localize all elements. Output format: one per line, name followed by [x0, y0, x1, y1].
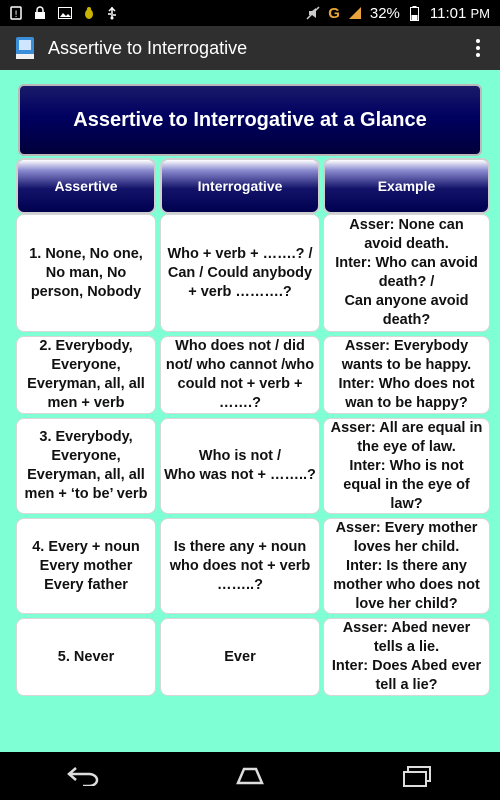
header-example: Example — [323, 158, 490, 214]
clock — [430, 5, 490, 22]
row-3-example: Asser: All are equal in the eye of law. Inter: Who is not equal in the eye of law? — [323, 418, 490, 514]
row-3-assertive: 3. Everybody, Everyone, Everyman, all, all men + ‘to be’ verb — [16, 418, 156, 514]
svg-text:!: ! — [14, 10, 18, 20]
notification-icon — [10, 6, 24, 20]
header-assertive: Assertive — [16, 158, 156, 214]
back-icon[interactable] — [63, 761, 103, 791]
system-icons — [306, 5, 500, 22]
row-4-assertive: 4. Every + noun Every mother Every father — [16, 518, 156, 614]
row-3-interrogative: Who is not / Who was not + ……..? — [160, 418, 320, 514]
notification-icons — [0, 6, 120, 20]
network-type: G — [328, 4, 340, 22]
status-bar — [0, 0, 500, 26]
home-icon[interactable] — [230, 761, 270, 791]
row-1-example: Asser: None can avoid death. Inter: Who can avoid death? / Can anyone avoid death? — [323, 214, 490, 332]
bug-icon — [82, 6, 96, 20]
row-5-example: Asser: Abed never tells a lie. Inter: Does Abed ever tell a lie? — [323, 618, 490, 696]
usb-icon — [106, 6, 120, 20]
row-2-interrogative: Who does not / did not/ who cannot /who could not + verb + …….? — [160, 336, 320, 414]
overflow-menu-icon[interactable] — [476, 39, 480, 57]
row-4-example: Asser: Every mother loves her child. Inter: Is there any mother who does not love her child? — [323, 518, 490, 614]
signal-icon — [348, 6, 362, 20]
image-icon — [58, 6, 72, 20]
battery-icon — [408, 6, 422, 20]
row-2-assertive: 2. Everybody, Everyone, Everyman, all, all men + verb — [16, 336, 156, 414]
row-5-interrogative: Ever — [160, 618, 320, 696]
app-bar — [0, 26, 500, 70]
row-4-interrogative: Is there any + noun who does not + verb ……..? — [160, 518, 320, 614]
header-interrogative: Interrogative — [160, 158, 320, 214]
row-5-assertive: 5. Never — [16, 618, 156, 696]
content-area[interactable] — [0, 70, 500, 752]
row-1-assertive: 1. None, No one, No man, No person, Nobody — [16, 214, 156, 332]
app-title: Assertive to Interrogative — [48, 37, 248, 58]
battery-percent: 32% — [369, 4, 400, 22]
row-1-interrogative: Who + verb + …….? / Can / Could anybody + verb ……….? — [160, 214, 320, 332]
recents-icon[interactable] — [397, 761, 437, 791]
clock-time: 11:01 — [429, 4, 467, 22]
mute-icon — [306, 6, 320, 20]
page-title: Assertive to Interrogative at a Glance — [18, 84, 482, 156]
book-icon — [14, 36, 36, 60]
navigation-bar — [0, 752, 500, 800]
lock-icon — [34, 6, 48, 20]
clock-meridiem: PM — [470, 5, 490, 21]
row-2-example: Asser: Everybody wants to be happy. Inter: Who does not wan to be happy? — [323, 336, 490, 414]
